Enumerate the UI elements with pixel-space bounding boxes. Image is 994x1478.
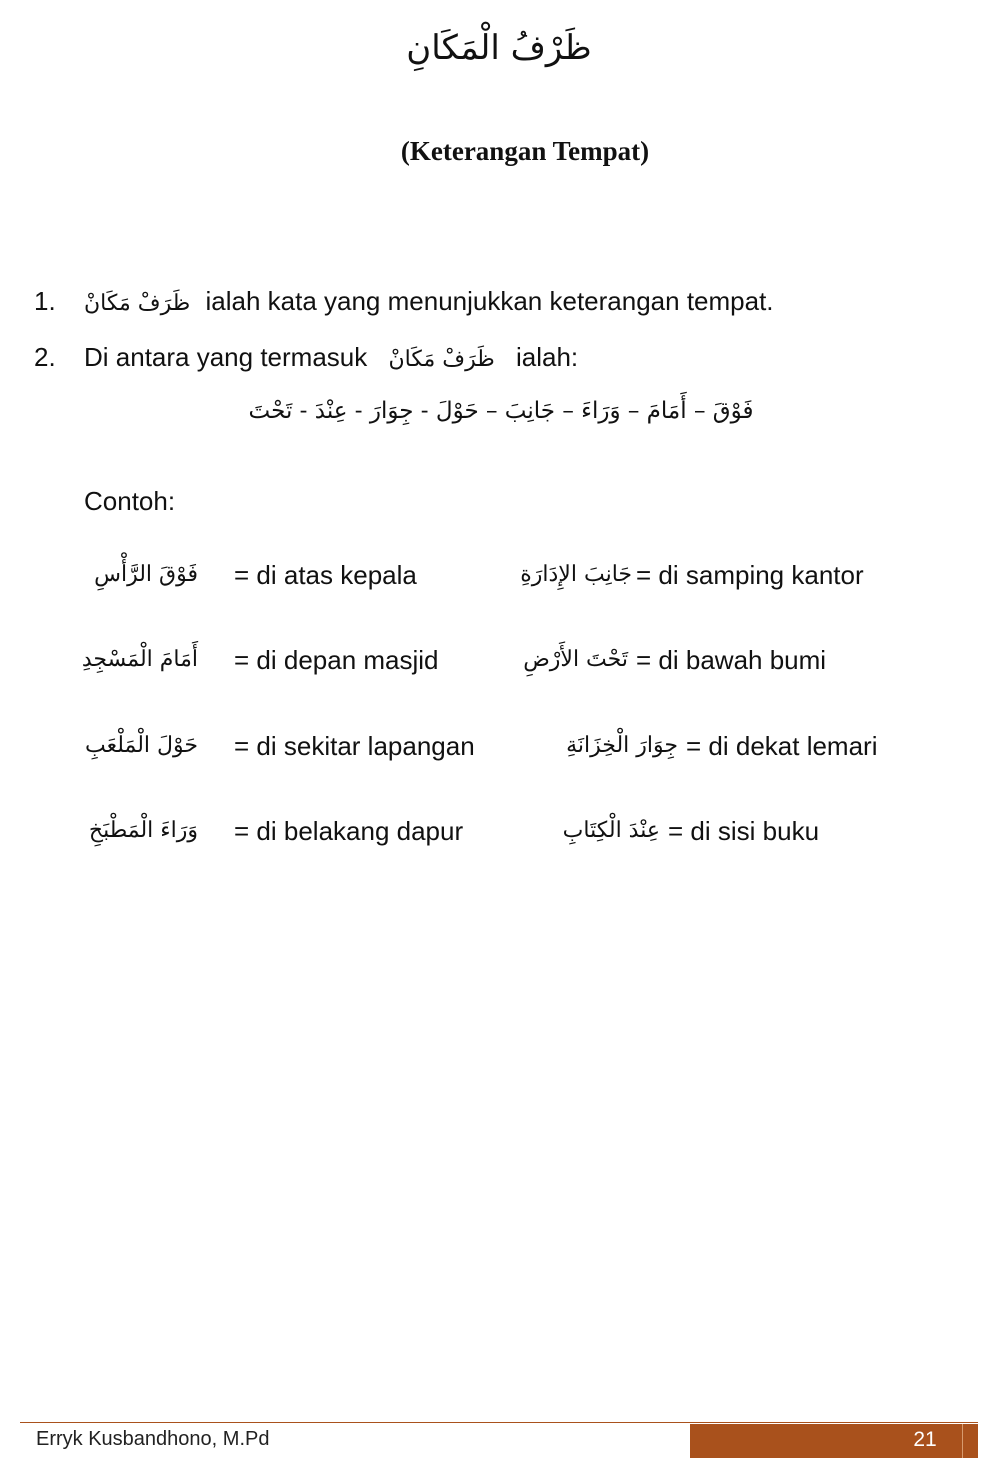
contoh-label: Contoh: xyxy=(84,486,176,516)
example-arabic: حَوْلَ الْمَلْعَبِ xyxy=(85,733,198,758)
example-arabic: عِنْدَ الْكِتَابِ xyxy=(562,818,660,843)
example-arabic: وَرَاءَ الْمَطْبَخِ xyxy=(88,818,198,843)
example-meaning: = di samping kantor xyxy=(636,560,864,590)
term-arabic: ظَرَفْ مَكَانْ xyxy=(388,347,495,372)
list-text xyxy=(84,286,774,317)
example-meaning: = di dekat lemari xyxy=(686,731,878,761)
page-number: 21 xyxy=(913,1428,937,1451)
page-title-arabic: ظَرْفُ الْمَكَانِ xyxy=(406,28,592,68)
example-row xyxy=(0,560,994,604)
list-post-text: ialah kata yang menunjukkan keterangan tempat. xyxy=(205,286,774,316)
footer-author: Erryk Kusbandhono, M.Pd xyxy=(36,1428,270,1450)
example-meaning: = di depan masjid xyxy=(234,645,439,675)
example-arabic: فَوْقَ الرَّأْسِ xyxy=(94,562,198,587)
example-arabic: جِوَارَ الْخِزَانَةِ xyxy=(566,733,678,758)
example-meaning: = di belakang dapur xyxy=(234,816,464,846)
example-arabic: تَحْتَ الأَرْضِ xyxy=(523,647,628,672)
page-title: (Keterangan Tempat) xyxy=(400,136,650,166)
example-row xyxy=(0,645,994,689)
page-number-divider xyxy=(962,1424,963,1458)
list-number: 1. xyxy=(34,286,56,316)
example-arabic: أَمَامَ الْمَسْجِدِ xyxy=(81,647,198,672)
example-meaning: = di atas kepala xyxy=(234,560,417,590)
arabic-examples-line: فَوْقَ – أَمَامَ – وَرَاءَ – جَانِبَ – حَوْلَ - جِوَارَ - عِنْدَ - تَحْتَ xyxy=(248,398,754,424)
example-arabic: جَانِبَ الإِدَارَةِ xyxy=(520,562,632,587)
example-row xyxy=(0,816,994,860)
list-pre-text: Di antara yang termasuk xyxy=(84,342,368,372)
list-post-text: ialah: xyxy=(515,342,579,372)
example-meaning: = di sekitar lapangan xyxy=(234,731,475,761)
list-item-2 xyxy=(0,342,994,382)
term-arabic: ظَرَفْ مَكَانْ xyxy=(84,291,191,316)
list-item-1 xyxy=(0,286,994,326)
list-number: 2. xyxy=(34,342,56,372)
example-meaning: = di bawah bumi xyxy=(636,645,827,675)
example-row xyxy=(0,731,994,775)
list-text xyxy=(84,342,578,373)
example-meaning: = di sisi buku xyxy=(668,816,820,846)
footer-divider xyxy=(20,1422,978,1423)
